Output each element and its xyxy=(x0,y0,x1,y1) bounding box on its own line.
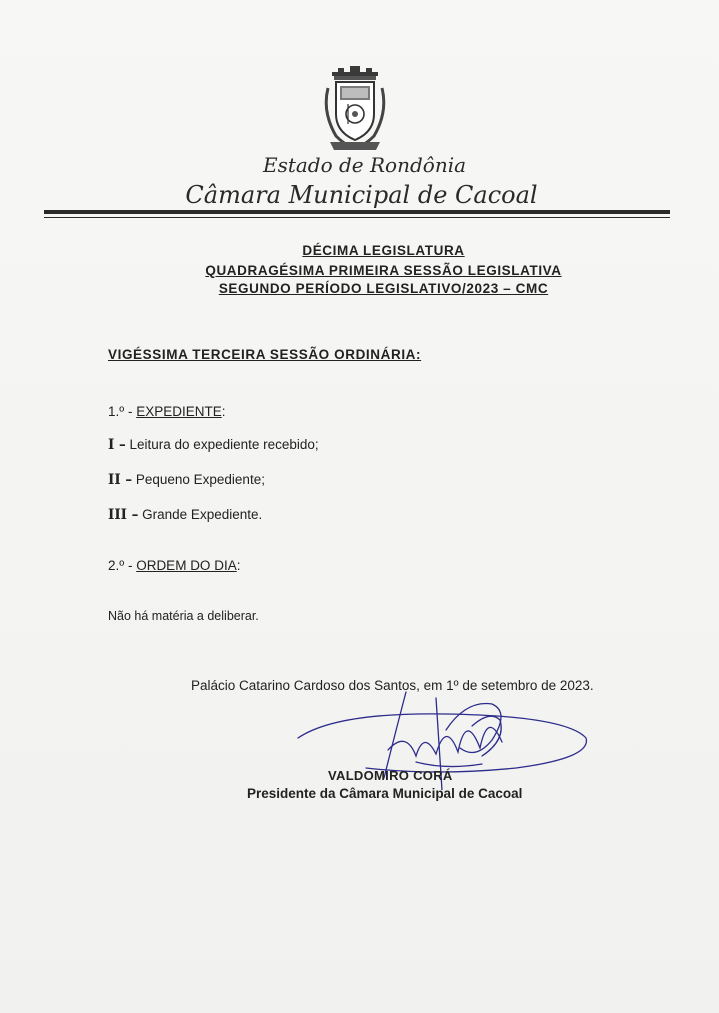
state-name: Estado de Rondônia xyxy=(262,153,467,177)
section-label: EXPEDIENTE xyxy=(136,404,222,419)
chamber-name: Câmara Municipal de Cacoal xyxy=(185,181,538,209)
section-label: ORDEM DO DIA xyxy=(136,558,237,573)
section-number: 1.º - xyxy=(108,404,137,419)
header-divider-thin xyxy=(44,217,670,218)
municipal-coat-of-arms xyxy=(318,62,392,154)
section-expediente: 1.º - EXPEDIENTE: xyxy=(108,404,226,419)
list-item xyxy=(108,507,262,523)
signer-role: Presidente da Câmara Municipal de Cacoal xyxy=(247,786,523,801)
section-number: 2.º - xyxy=(108,558,137,573)
item-text: Pequeno Expediente; xyxy=(132,472,265,487)
place-and-date: Palácio Catarino Cardoso dos Santos, em 1º de setembro de 2023. xyxy=(191,678,594,693)
list-item xyxy=(108,472,265,488)
section-ordem-do-dia: 2.º - ORDEM DO DIA: xyxy=(108,558,241,573)
item-text: Leitura do expediente recebido; xyxy=(125,437,319,452)
no-matter-note: Não há matéria a deliberar. xyxy=(108,609,259,623)
legislature-title: DÉCIMA LEGISLATURA xyxy=(302,243,465,258)
list-item xyxy=(108,437,319,453)
signer-name: VALDOMIRO CORÁ xyxy=(328,768,453,783)
legislative-session-title: QUADRAGÉSIMA PRIMEIRA SESSÃO LEGISLATIVA xyxy=(205,263,562,278)
header-divider-thick xyxy=(44,210,670,214)
item-numeral: I – xyxy=(108,437,126,453)
ordinary-session-title: VIGÉSSIMA TERCEIRA SESSÃO ORDINÁRIA: xyxy=(108,347,422,362)
item-numeral: III – xyxy=(108,507,139,523)
item-numeral: II – xyxy=(108,472,133,488)
item-text: Grande Expediente. xyxy=(138,507,263,522)
legislative-period-title: SEGUNDO PERÍODO LEGISLATIVO/2023 – CMC xyxy=(218,281,549,296)
